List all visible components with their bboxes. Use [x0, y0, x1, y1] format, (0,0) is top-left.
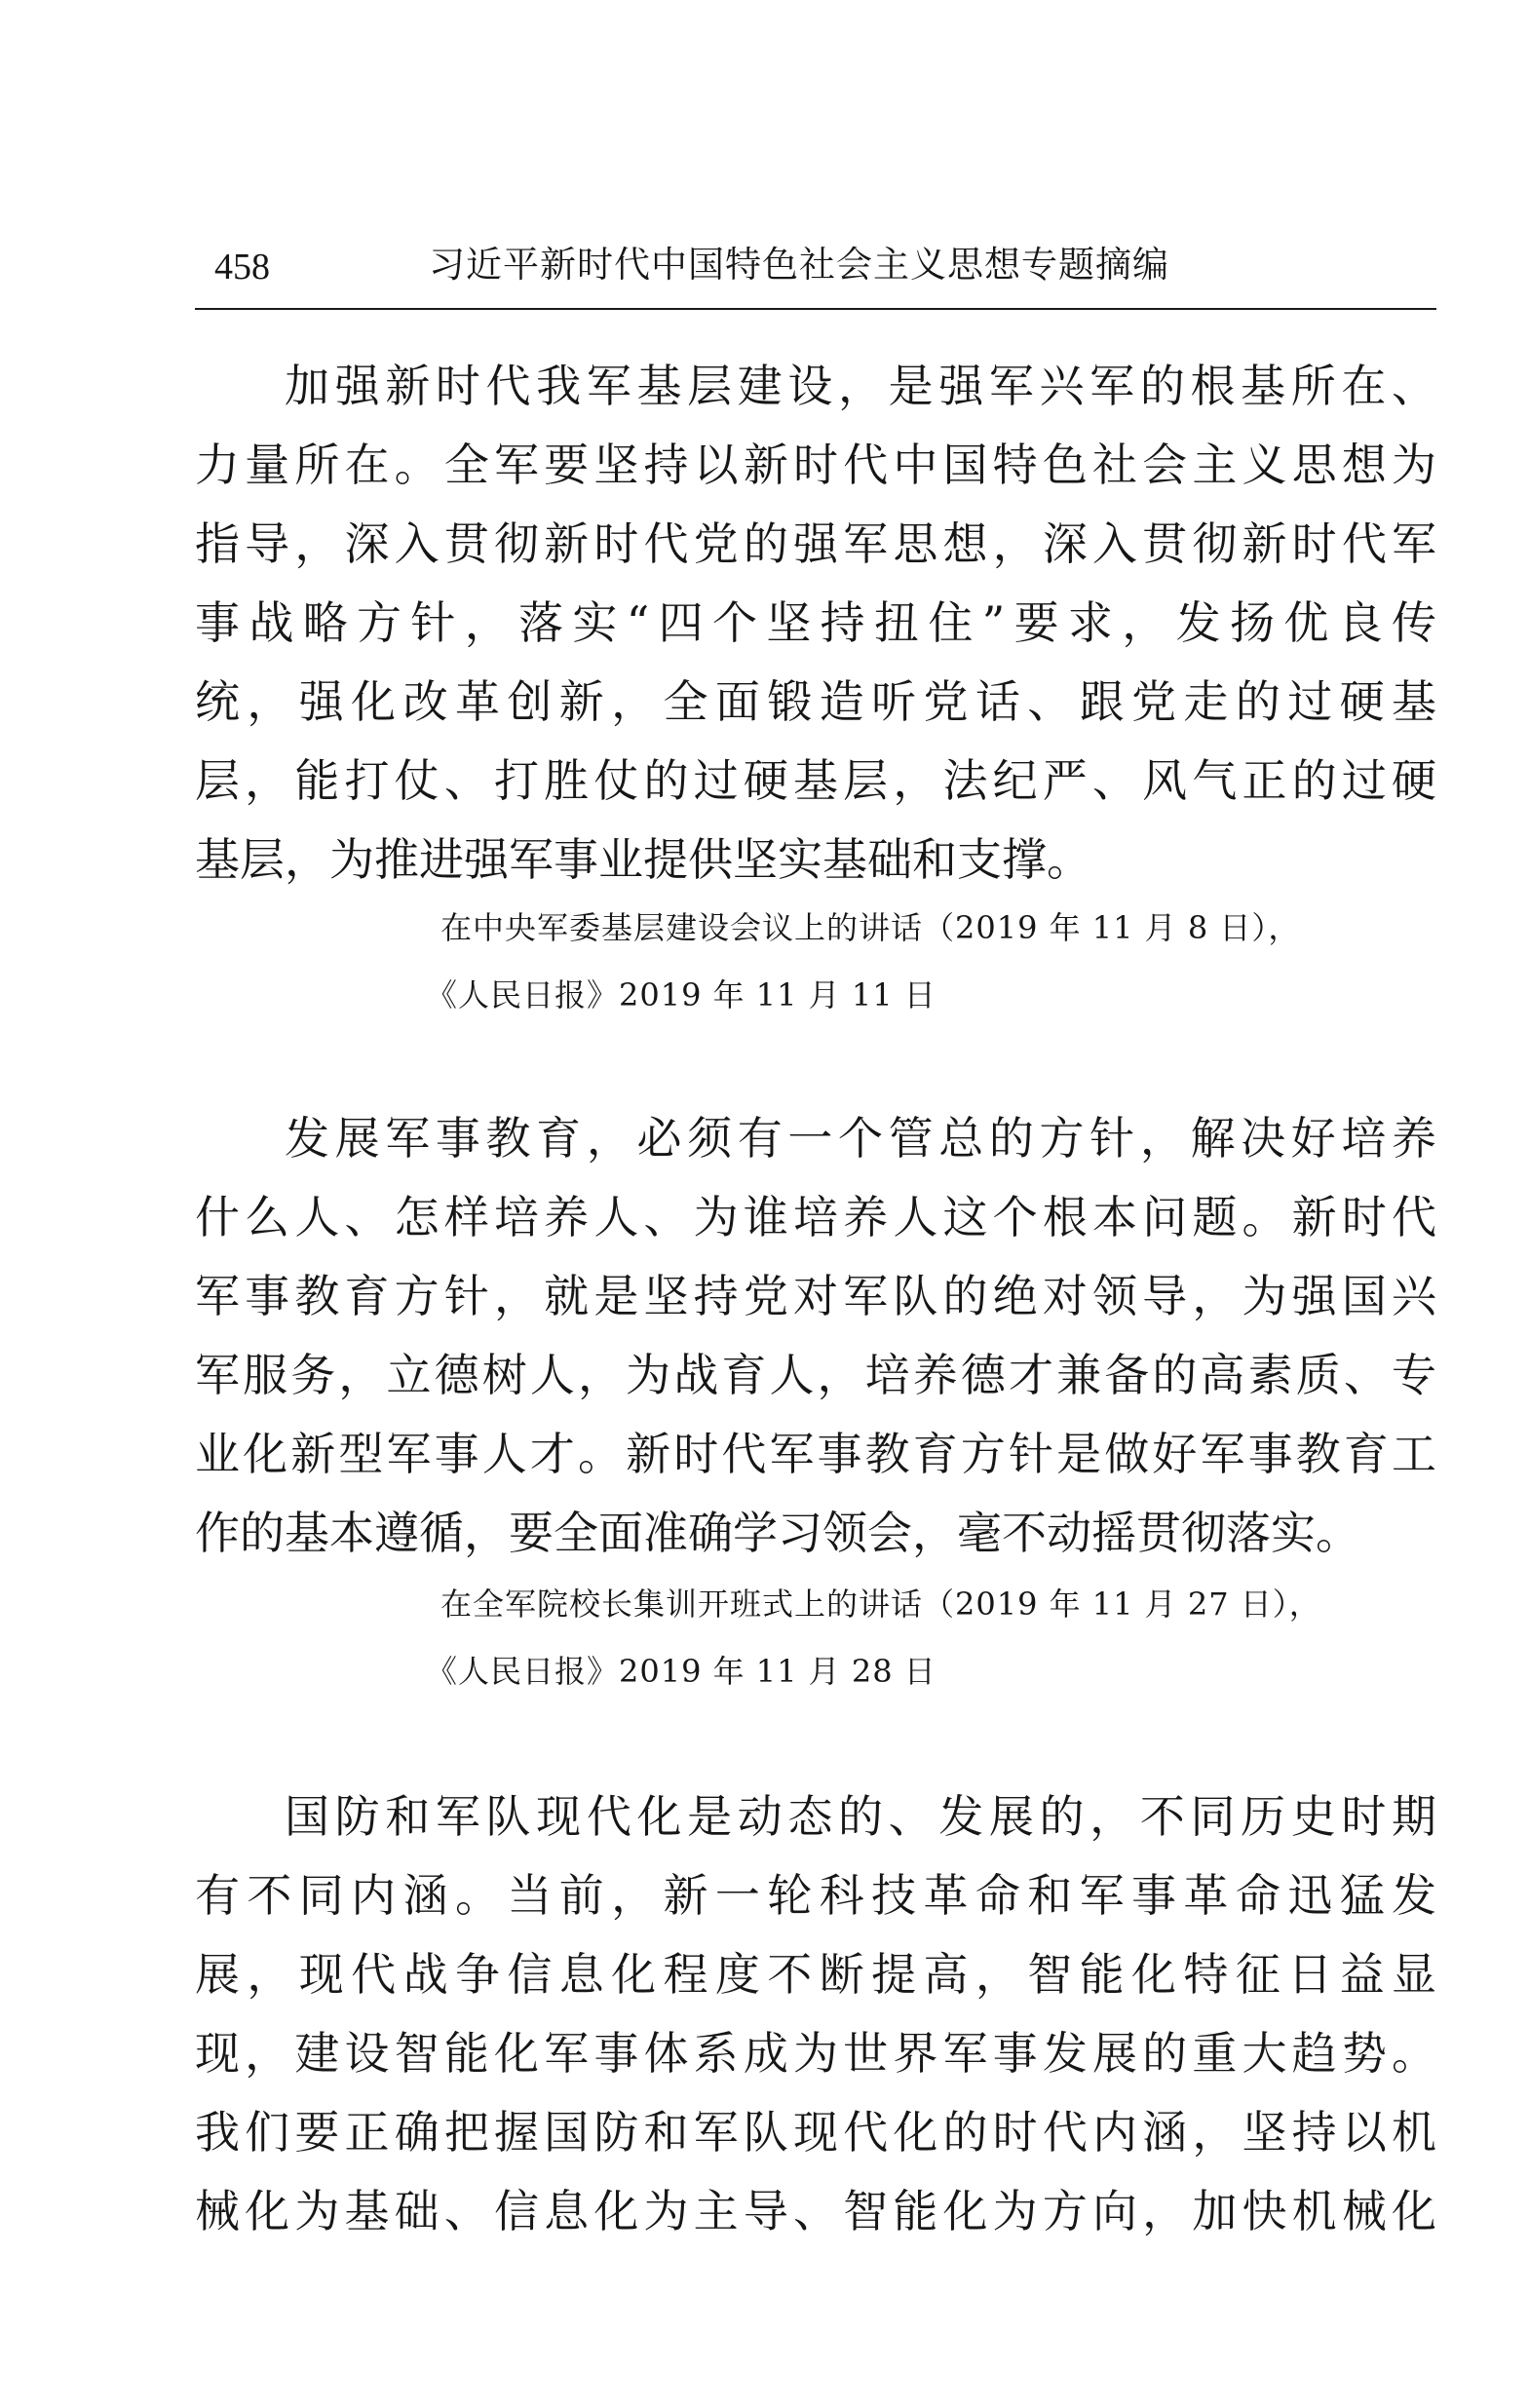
- excerpt-2-source: [426, 1571, 1436, 1705]
- excerpt-2-body: [195, 1099, 1436, 1573]
- text-line: 层，能打仗、打胜仗的过硬基层，法纪严、风气正的过硬: [195, 754, 1436, 807]
- text-line: 国防和军队现代化是动态的、发展的，不同历史时期: [285, 1790, 1436, 1843]
- text-line: 现，建设智能化军事体系成为世界军事发展的重大趋势。: [195, 2027, 1436, 2080]
- excerpt-1-source: [426, 895, 1436, 1029]
- text-line: 展，现代战争信息化程度不断提高，智能化特征日益显: [195, 1948, 1436, 2001]
- running-title: 习近平新时代中国特色社会主义思想专题摘编: [429, 244, 1169, 286]
- text-line: 指导，深入贯彻新时代党的强军思想，深入贯彻新时代军: [195, 517, 1436, 570]
- excerpt-1-body: [195, 347, 1436, 899]
- page-number: 458: [214, 247, 270, 287]
- text-line: 军事教育方针，就是坚持党对军队的绝对领导，为强国兴: [195, 1270, 1436, 1322]
- text-line: 基层，为推进强军事业提供坚实基础和支撑。: [195, 833, 1091, 886]
- source-citation: 在全军院校长集训开班式上的讲话（2019 年 11 月 27 日），: [440, 1586, 1321, 1623]
- text-line: 统，强化改革创新，全面锻造听党话、跟党走的过硬基: [195, 675, 1436, 728]
- text-line: 业化新型军事人才。新时代军事教育方针是做好军事教育工: [195, 1428, 1436, 1480]
- text-line: 发展军事教育，必须有一个管总的方针，解决好培养: [285, 1112, 1436, 1165]
- page-header: [195, 230, 1436, 310]
- text-line: 事战略方针，落实“四个坚持扭住”要求，发扬优良传: [195, 596, 1436, 649]
- excerpt-3-body: [195, 1777, 1436, 2251]
- text-line: 作的基本遵循，要全面准确学习领会，毫不动摇贯彻落实。: [195, 1507, 1360, 1559]
- text-line: 械化为基础、信息化为主导、智能化为方向，加快机械化: [195, 2185, 1436, 2237]
- text-line: 有不同内涵。当前，新一轮科技革命和军事革命迅猛发: [195, 1869, 1436, 1922]
- text-line: 加强新时代我军基层建设，是强军兴军的根基所在、: [285, 360, 1436, 412]
- text-line: 我们要正确把握国防和军队现代化的时代内涵，坚持以机: [195, 2106, 1436, 2159]
- source-citation: 在中央军委基层建设会议上的讲话（2019 年 11 月 8 日），: [440, 909, 1301, 946]
- text-line: 什么人、怎样培养人、为谁培养人这个根本问题。新时代: [195, 1191, 1436, 1243]
- text-line: 力量所在。全军要坚持以新时代中国特色社会主义思想为: [195, 439, 1436, 491]
- source-publication: 《人民日报》2019 年 11 月 28 日: [426, 1653, 937, 1690]
- source-publication: 《人民日报》2019 年 11 月 11 日: [426, 976, 937, 1013]
- text-line: 军服务，立德树人，为战育人，培养德才兼备的高素质、专: [195, 1349, 1436, 1401]
